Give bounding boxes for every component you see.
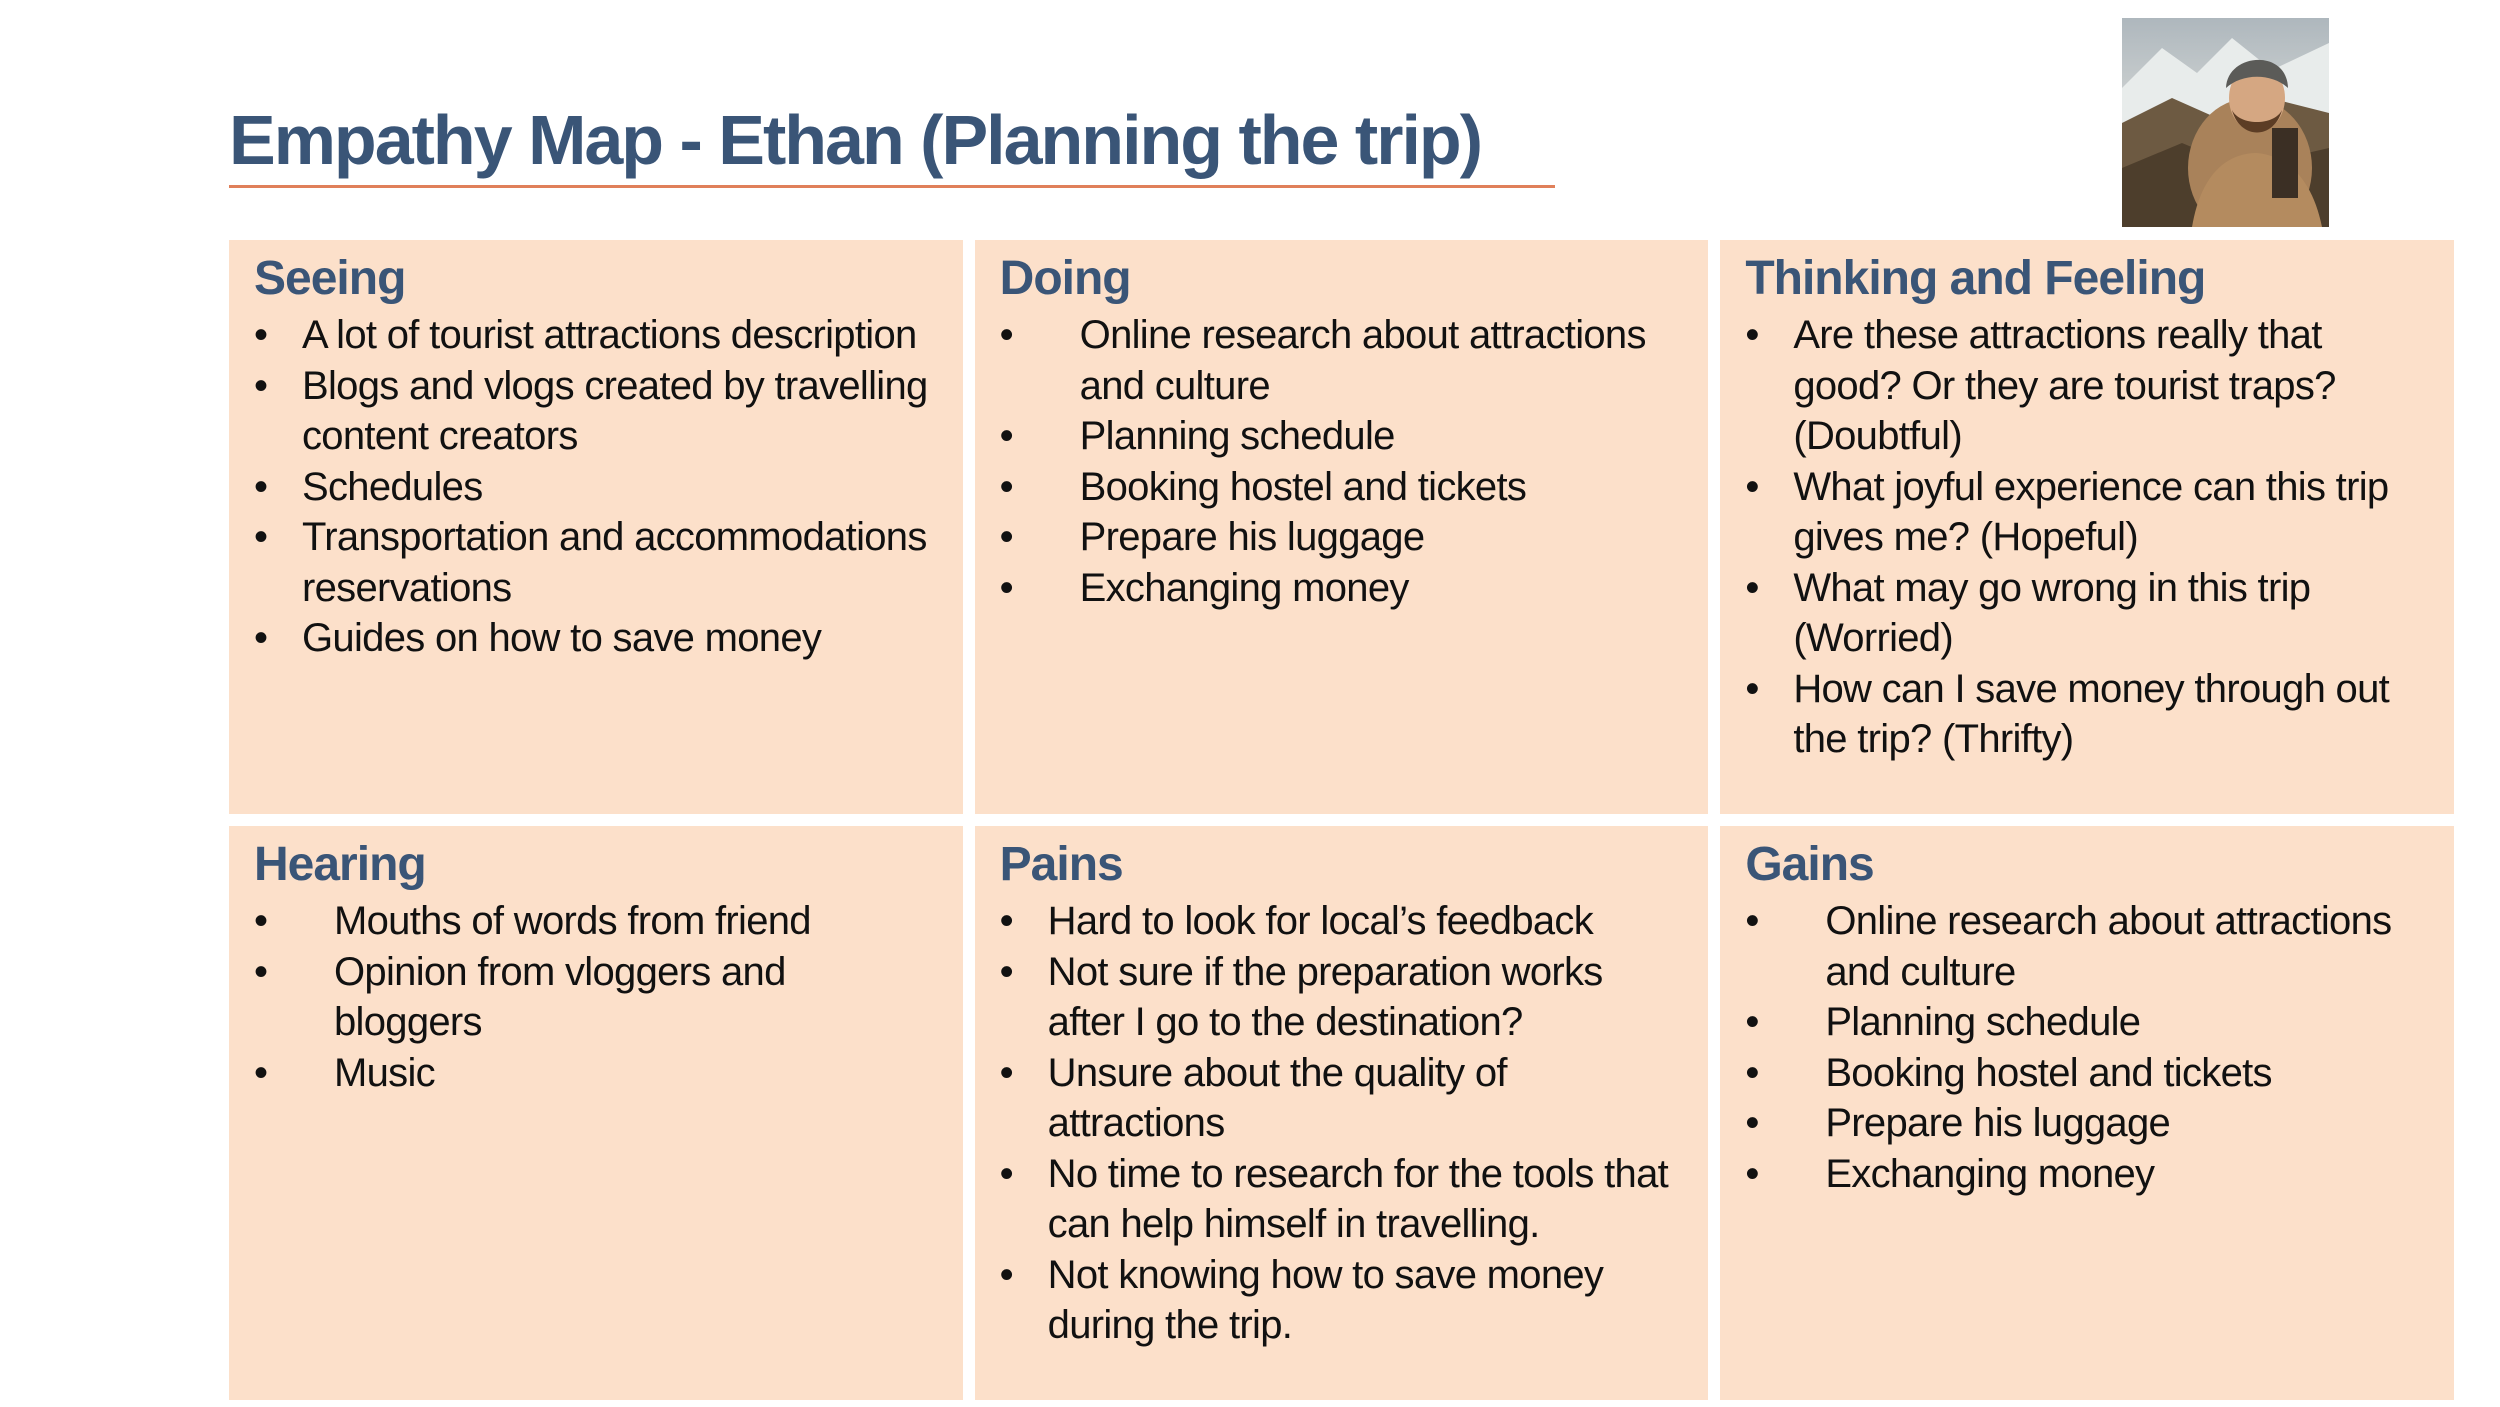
- list-item: • Booking hostel and tickets: [1745, 1048, 2432, 1099]
- list-item: • Opinion from vloggers and bloggers: [254, 947, 941, 1048]
- page-title: Empathy Map - Ethan (Planning the trip): [229, 101, 1481, 179]
- persona-photo: [2122, 18, 2329, 227]
- list-item: • Are these attractions really that good? Or they are tourist traps? (Doubtful): [1745, 310, 2432, 462]
- quadrant-gains: [1720, 826, 2454, 1400]
- quadrant-thinking-and-feeling: [1720, 240, 2454, 814]
- list-item: • What may go wrong in this trip (Worried): [1745, 563, 2432, 664]
- list-item: • What joyful experience can this trip gives me? (Hopeful): [1745, 462, 2432, 563]
- list-item: • Planning schedule: [1745, 997, 2432, 1048]
- quadrant-pains: [975, 826, 1709, 1400]
- list-item: • Music: [254, 1048, 941, 1099]
- quadrant-hearing: [229, 826, 963, 1400]
- quadrant-list: [1000, 310, 1687, 613]
- list-item: • Prepare his luggage: [1745, 1098, 2432, 1149]
- list-item: • Mouths of words from friend: [254, 896, 941, 947]
- list-item: • Exchanging money: [1745, 1149, 2432, 1200]
- list-item: • Online research about attractions and culture: [1000, 310, 1687, 411]
- quadrant-title: Thinking and Feeling: [1745, 252, 2206, 305]
- list-item: • Prepare his luggage: [1000, 512, 1687, 563]
- list-item: • Exchanging money: [1000, 563, 1687, 614]
- quadrant-list: [1000, 896, 1687, 1351]
- list-item: • Not sure if the preparation works after I go to the destination?: [1000, 947, 1687, 1048]
- quadrant-list: [254, 896, 941, 1098]
- quadrant-seeing: [229, 240, 963, 814]
- list-item: • Booking hostel and tickets: [1000, 462, 1687, 513]
- list-item: • Hard to look for local’s feedback: [1000, 896, 1687, 947]
- list-item: • No time to research for the tools that can help himself in travelling.: [1000, 1149, 1687, 1250]
- list-item: • Not knowing how to save money during the trip.: [1000, 1250, 1687, 1351]
- list-item: • Schedules: [254, 462, 941, 513]
- list-item: • Guides on how to save money: [254, 613, 941, 664]
- quadrant-title: Gains: [1745, 838, 1874, 891]
- list-item: • A lot of tourist attractions description: [254, 310, 941, 361]
- empathy-map-grid: [229, 240, 2454, 1400]
- quadrant-title: Seeing: [254, 252, 406, 305]
- list-item: • Blogs and vlogs created by travelling content creators: [254, 361, 941, 462]
- quadrant-list: [1745, 896, 2432, 1199]
- quadrant-title: Pains: [999, 838, 1123, 891]
- quadrant-list: [254, 310, 941, 664]
- list-item: • Transportation and accommodations reservations: [254, 512, 941, 613]
- quadrant-title: Hearing: [254, 838, 426, 891]
- list-item: • Unsure about the quality of attractions: [1000, 1048, 1687, 1149]
- title-underline: [229, 185, 1555, 188]
- list-item: • Online research about attractions and culture: [1745, 896, 2432, 997]
- list-item: • Planning schedule: [1000, 411, 1687, 462]
- list-item: • How can I save money through out the trip? (Thrifty): [1745, 664, 2432, 765]
- quadrant-title: Doing: [999, 252, 1131, 305]
- quadrant-doing: [975, 240, 1709, 814]
- quadrant-list: [1745, 310, 2432, 765]
